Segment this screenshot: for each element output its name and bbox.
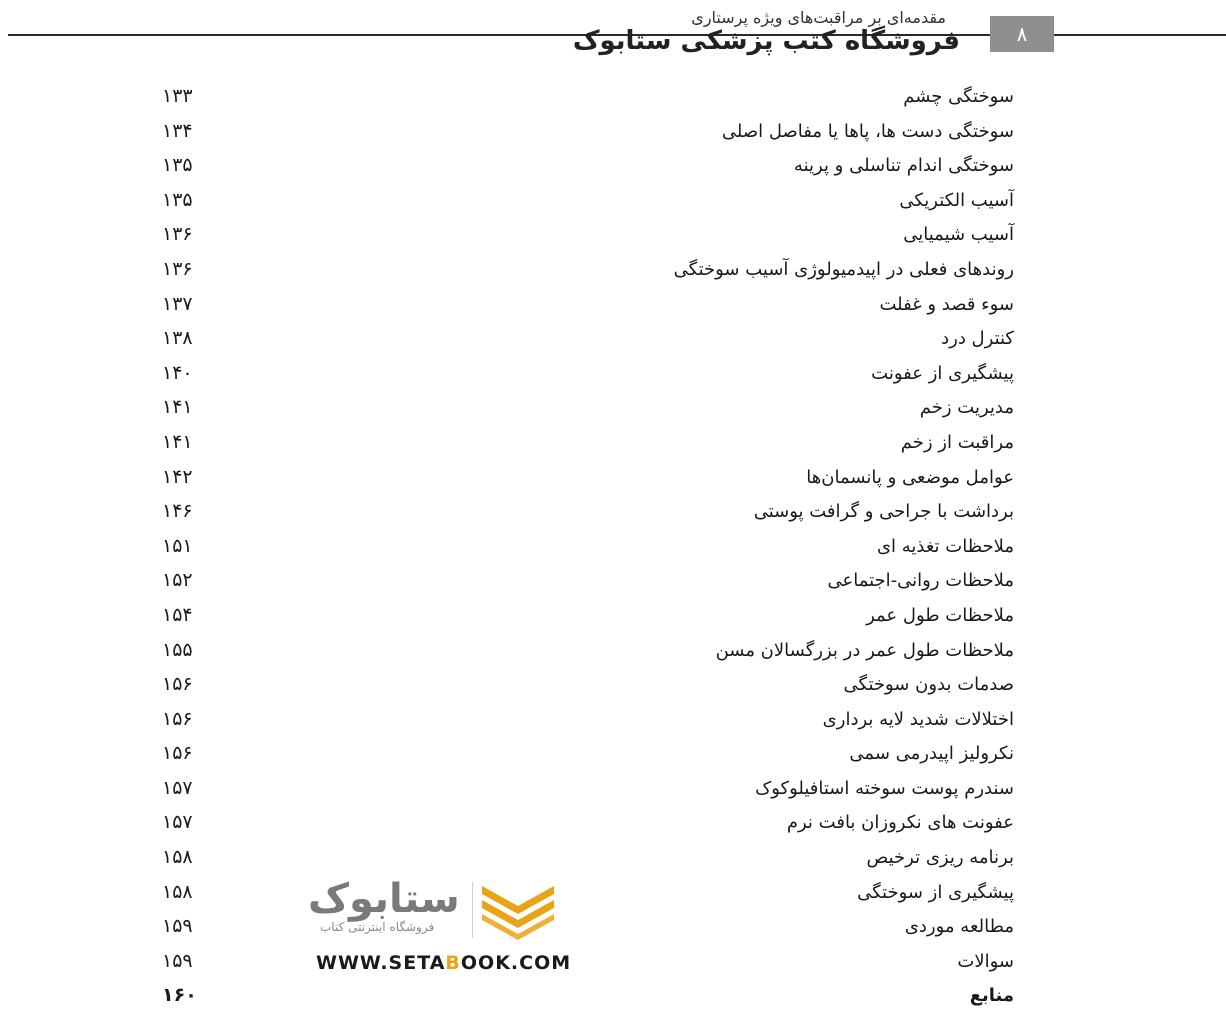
toc-entry-title: منابع <box>969 985 1014 1007</box>
toc-entry-title: ملاحظات طول عمر در بزرگسالان مسن <box>715 639 1014 661</box>
toc-page-number: ۱۴۱ <box>162 430 193 453</box>
toc-page-number: ۱۵۷ <box>162 776 193 799</box>
toc-page-number: ۱۳۸ <box>162 327 193 350</box>
toc-page-number: ۱۳۵ <box>162 154 193 177</box>
toc-page-number: ۱۵۹ <box>162 949 193 972</box>
toc-page-number: ۱۵۸ <box>162 846 193 869</box>
toc-row[interactable] <box>0 324 1226 359</box>
watermark-subtitle: فروشگاه اینترنتی کتاب <box>320 920 435 934</box>
toc-row[interactable] <box>0 220 1226 255</box>
toc-row[interactable] <box>0 912 1226 947</box>
toc-page-number: ۱۵۶ <box>162 673 193 696</box>
toc-row[interactable] <box>0 566 1226 601</box>
toc-row[interactable] <box>0 532 1226 567</box>
watermark-url-prefix: WWW.SETA <box>316 952 446 974</box>
toc-row[interactable] <box>0 808 1226 843</box>
toc-row[interactable] <box>0 290 1226 325</box>
toc-row[interactable] <box>0 428 1226 463</box>
toc-page-number: ۱۳۶ <box>162 223 193 246</box>
toc-entry-title: پیشگیری از عفونت <box>871 362 1014 384</box>
toc-row[interactable] <box>0 117 1226 152</box>
watermark-url <box>316 952 571 974</box>
toc-entry-title: ملاحظات روانی-اجتماعی <box>827 570 1014 592</box>
toc-row[interactable] <box>0 843 1226 878</box>
setabook-watermark <box>300 876 572 976</box>
toc-page-number: ۱۵۱ <box>162 534 193 557</box>
store-title: فروشگاه کتب پزشکی ستابوک <box>572 26 960 56</box>
toc-entry-title: نکرولیز اپیدرمی سمی <box>849 743 1014 765</box>
table-of-contents <box>0 82 1226 1016</box>
toc-page-number: ۱۳۶ <box>162 257 193 280</box>
toc-page-number: ۱۳۴ <box>162 119 193 142</box>
watermark-divider <box>472 882 473 938</box>
toc-entry-title: عوامل موضعی و پانسمان‌ها <box>806 466 1014 488</box>
toc-page-number: ۱۵۷ <box>162 811 193 834</box>
toc-row[interactable] <box>0 705 1226 740</box>
toc-row[interactable] <box>0 774 1226 809</box>
toc-entry-title: اختلالات شدید لایه برداری <box>822 708 1014 730</box>
toc-row[interactable] <box>0 255 1226 290</box>
toc-page-number: ۱۵۵ <box>162 638 193 661</box>
toc-row[interactable] <box>0 497 1226 532</box>
toc-row[interactable] <box>0 670 1226 705</box>
toc-row[interactable] <box>0 151 1226 186</box>
toc-page-number: ۱۵۴ <box>162 603 193 626</box>
toc-entry-title: ملاحظات تغذیه ای <box>876 535 1014 557</box>
toc-row[interactable] <box>0 601 1226 636</box>
toc-entry-title: آسیب الکتریکی <box>899 189 1014 211</box>
toc-page-number: ۱۵۸ <box>162 880 193 903</box>
toc-entry-title: آسیب شیمیایی <box>903 224 1014 246</box>
toc-page-number: ۱۶۰ <box>162 984 197 1007</box>
toc-row[interactable] <box>0 186 1226 221</box>
toc-entry-title: روندهای فعلی در اپیدمیولوژی آسیب سوختگی <box>673 258 1014 280</box>
toc-entry-title: ملاحظات طول عمر <box>866 604 1014 626</box>
toc-row[interactable] <box>0 393 1226 428</box>
toc-page-number: ۱۴۲ <box>162 465 193 488</box>
watermark-url-suffix: OOK.COM <box>460 952 572 974</box>
toc-entry-title: سوختگی اندام تناسلی و پرینه <box>793 155 1014 177</box>
toc-entry-title: مدیریت زخم <box>919 397 1014 419</box>
toc-entry-title: سوء قصد و غفلت <box>879 293 1014 315</box>
toc-entry-title: مراقبت از زخم <box>900 431 1014 453</box>
toc-entry-title: مطالعه موردی <box>904 916 1014 938</box>
toc-row[interactable] <box>0 636 1226 671</box>
toc-page-number: ۱۴۱ <box>162 396 193 419</box>
toc-entry-title: برداشت با جراحی و گرافت پوستی <box>753 501 1014 523</box>
toc-entry-title: کنترل درد <box>941 328 1014 350</box>
book-stack-icon <box>480 880 556 940</box>
toc-page-number: ۱۵۶ <box>162 742 193 765</box>
toc-page-number: ۱۴۰ <box>162 361 193 384</box>
toc-row[interactable] <box>0 947 1226 982</box>
toc-entry-title: صدمات بدون سوختگی <box>843 674 1014 696</box>
watermark-logo-text: ستابوک <box>308 876 460 922</box>
toc-page-number: ۱۳۷ <box>162 292 193 315</box>
toc-page-number: ۱۳۵ <box>162 188 193 211</box>
toc-row[interactable] <box>0 359 1226 394</box>
toc-entry-title: برنامه ریزی ترخیص <box>866 847 1014 869</box>
toc-row[interactable] <box>0 739 1226 774</box>
toc-row[interactable] <box>0 82 1226 117</box>
toc-page-number: ۱۵۲ <box>162 569 193 592</box>
toc-entry-title: سوختگی چشم <box>903 86 1014 107</box>
toc-entry-title: سوالات <box>957 950 1014 972</box>
toc-entry-title: سوختگی دست ها، پاها یا مفاصل اصلی <box>721 120 1014 142</box>
toc-row[interactable] <box>0 463 1226 498</box>
toc-entry-title: سندرم پوست سوخته استافیلوکوک <box>755 777 1014 799</box>
page-number-badge: ۸ <box>990 16 1054 52</box>
watermark-url-accent: B <box>445 952 461 974</box>
toc-page-number: ۱۵۹ <box>162 915 193 938</box>
toc-page-number: ۱۳۳ <box>162 85 193 107</box>
toc-entry-title: پیشگیری از سوختگی <box>857 881 1014 903</box>
toc-page-number: ۱۵۶ <box>162 707 193 730</box>
toc-page-number: ۱۴۶ <box>162 500 193 523</box>
toc-entry-title: عفونت های نکروزان بافت نرم <box>786 812 1014 834</box>
running-title: مقدمه‌ای بر مراقبت‌های ویژه پرستاری <box>691 8 946 27</box>
toc-row[interactable] <box>0 878 1226 913</box>
toc-row[interactable] <box>0 981 1226 1016</box>
